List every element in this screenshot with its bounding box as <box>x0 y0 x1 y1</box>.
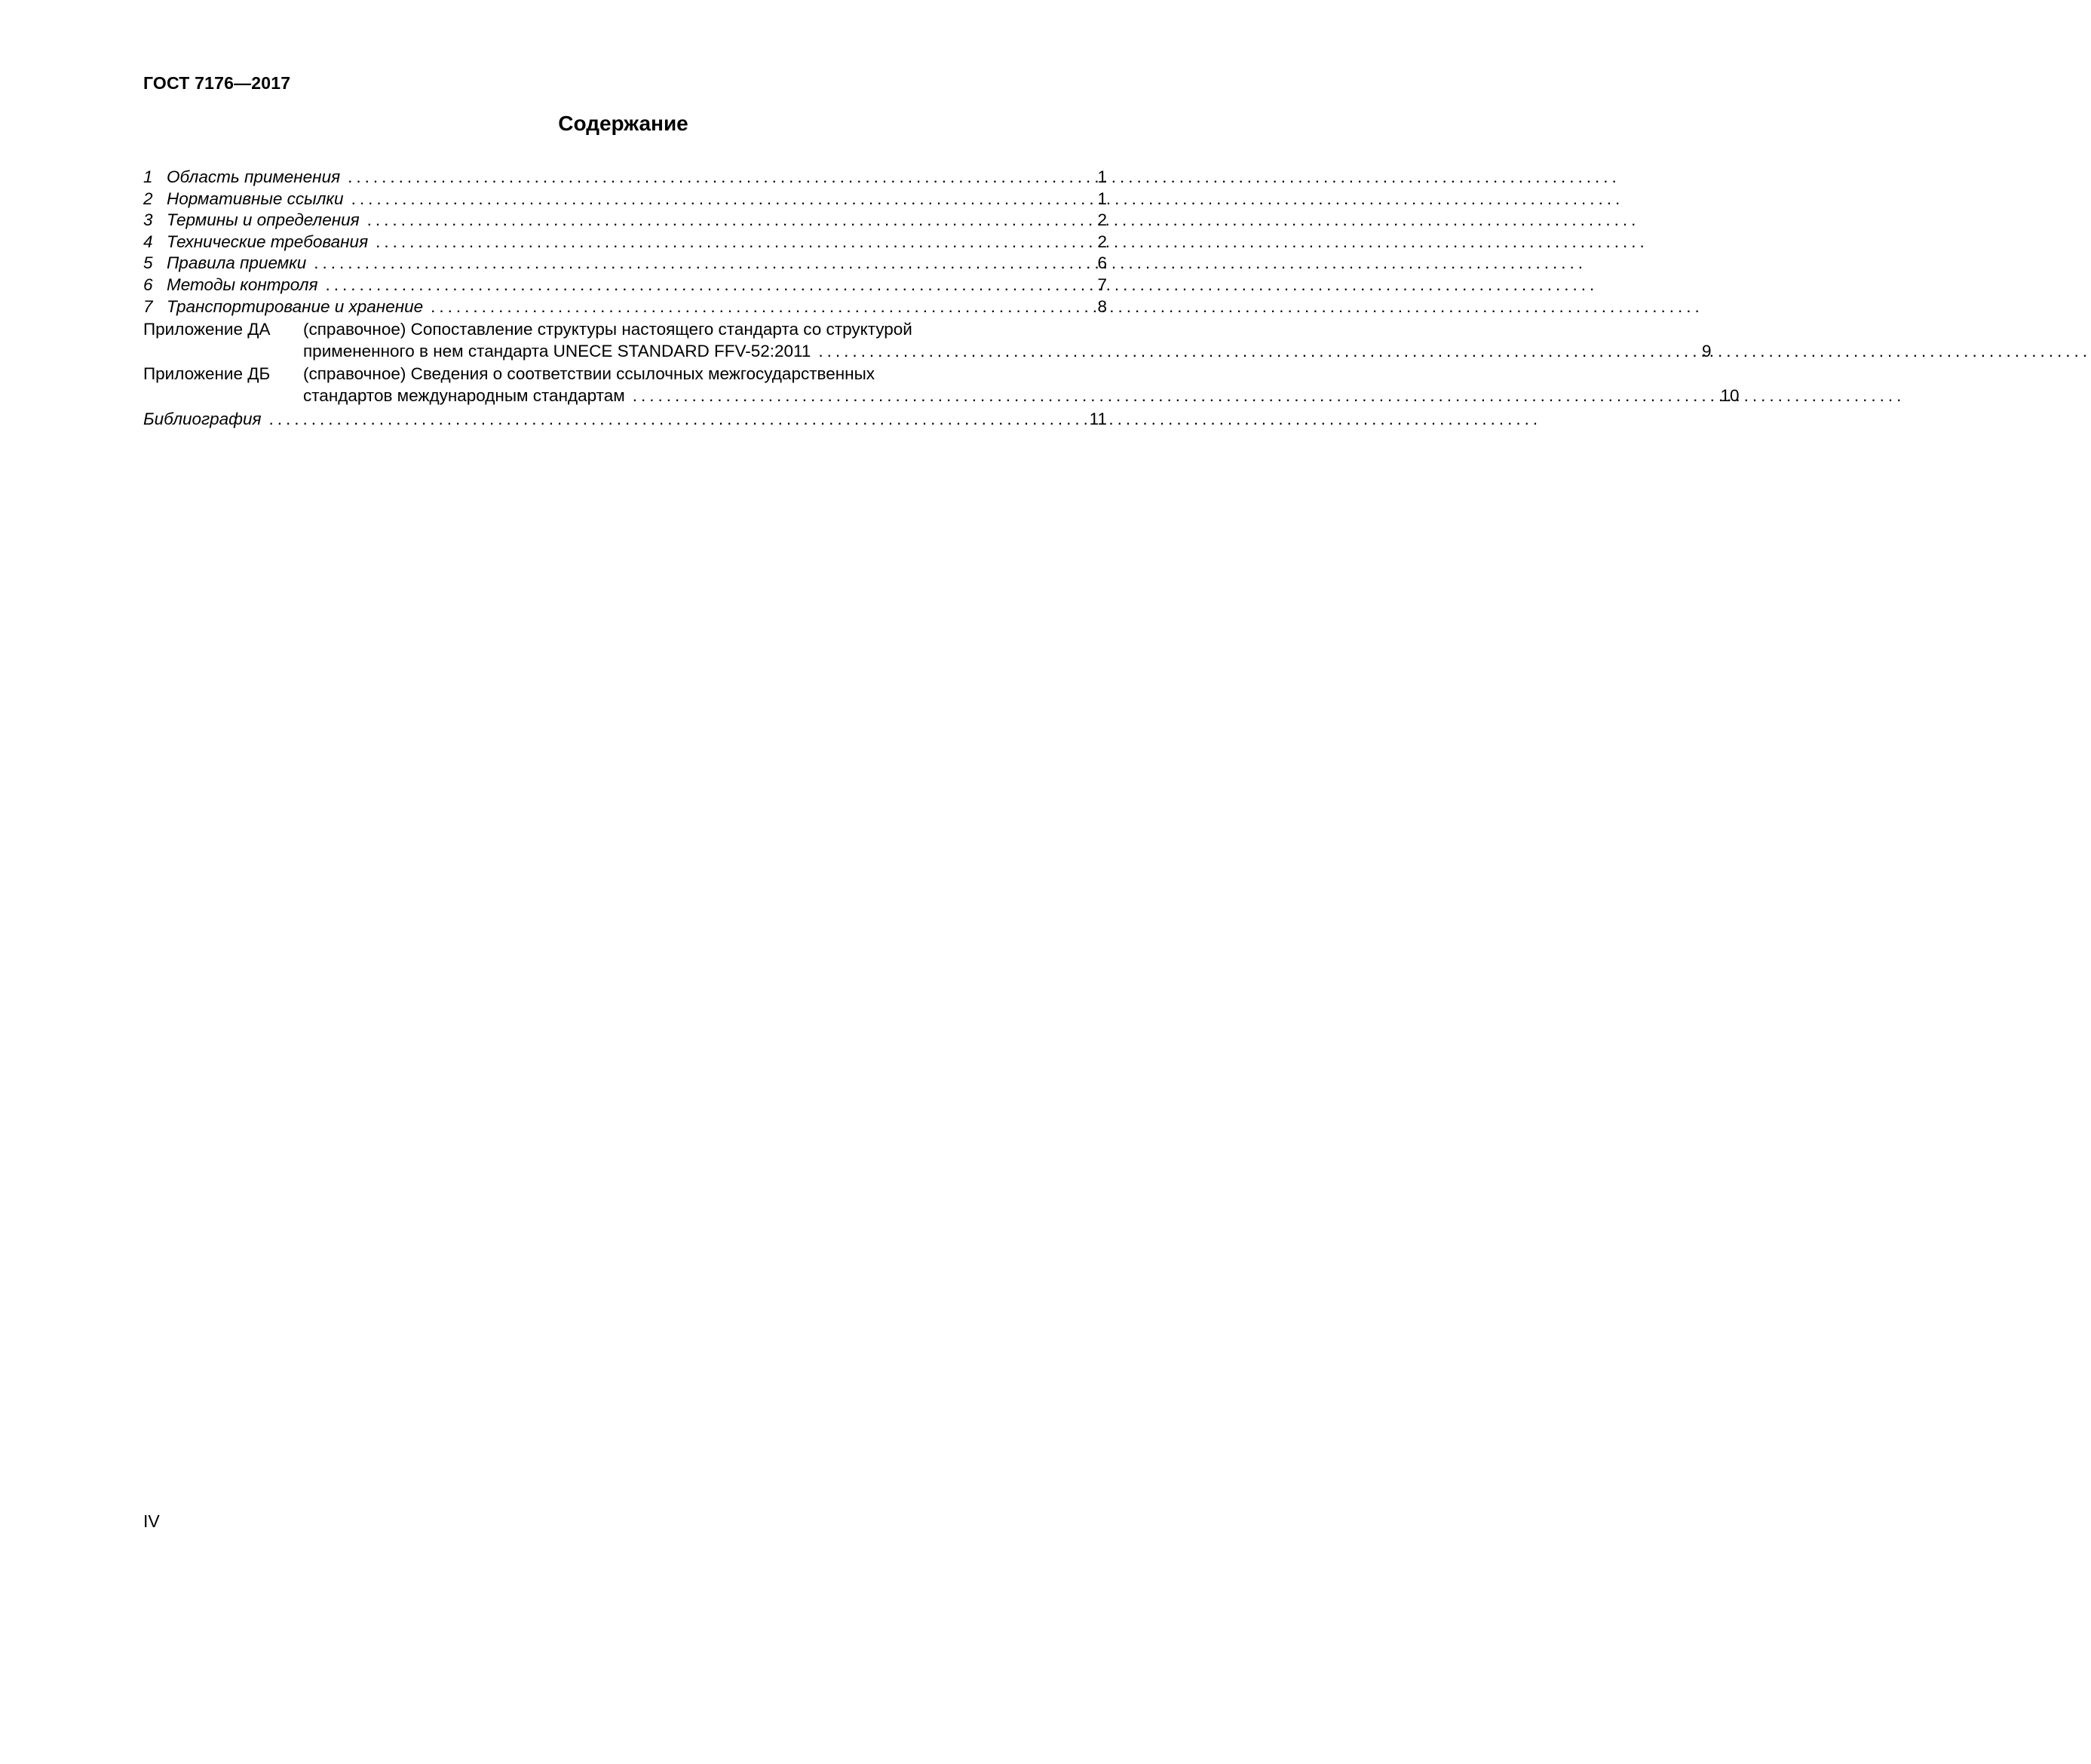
page-footer-roman-numeral: IV <box>143 1511 160 1531</box>
toc-entry <box>143 210 1107 232</box>
dot-leader <box>431 296 1090 318</box>
appendix-text-line: стандартов международным стандартам <box>303 385 625 405</box>
toc-entry-label: Транспортирование и хранение <box>167 296 424 316</box>
page-number: 9 <box>1701 341 1712 360</box>
appendix-label: Приложение ДБ <box>143 364 271 384</box>
page-number: 11 <box>1089 409 1107 428</box>
appendix-text-line: (справочное) Сведения о соответствии ссылочных межгосударственных <box>303 364 875 384</box>
page-number: 2 <box>1097 210 1107 230</box>
toc-entry-label: Область применения <box>167 167 341 186</box>
page-number: 1 <box>1097 189 1107 208</box>
toc-entry-number: 3 <box>143 210 153 230</box>
dot-leader <box>633 385 1715 407</box>
page-number: 6 <box>1097 253 1107 273</box>
appendix-entry <box>143 319 1712 362</box>
table-of-contents <box>143 167 1740 430</box>
toc-entry <box>143 275 1107 296</box>
page-number: 10 <box>1720 385 1740 405</box>
appendix-text-line: (справочное) Сопоставление структуры настоящего стандарта со структурой <box>303 320 912 339</box>
appendix-label: Приложение ДА <box>143 320 271 339</box>
dot-leader <box>367 210 1090 232</box>
toc-entry-label: Нормативные ссылки <box>167 189 344 208</box>
toc-entry-label: Правила приемки <box>167 253 307 273</box>
dot-leader <box>326 275 1090 296</box>
toc-entry-number: 2 <box>143 189 153 208</box>
dot-leader <box>348 167 1090 189</box>
appendix-text-row <box>303 341 1711 363</box>
bibliography-entry <box>143 409 1107 431</box>
page-number: 1 <box>1097 167 1107 186</box>
toc-entry <box>143 253 1107 275</box>
page-number: 8 <box>1097 296 1107 316</box>
toc-entry-label: Технические требования <box>167 232 369 251</box>
toc-entry-number: 5 <box>143 253 153 273</box>
toc-entry <box>143 189 1107 210</box>
appendix-content <box>303 319 1711 362</box>
toc-entry <box>143 296 1107 318</box>
appendix-text-line: примененного в нем стандарта UNECE STANDARD FFV-52:2011 <box>303 341 811 360</box>
dot-leader <box>818 341 1694 363</box>
page-number: 7 <box>1097 275 1107 294</box>
page-title: Содержание <box>558 112 688 135</box>
appendix-entry <box>143 364 1740 406</box>
toc-entry-label: Методы контроля <box>167 275 318 294</box>
dot-leader <box>351 189 1090 210</box>
toc-entry-number: 4 <box>143 232 153 251</box>
toc-entry <box>143 232 1107 253</box>
appendix-text-row <box>303 385 1740 407</box>
toc-entry-number: 6 <box>143 275 153 294</box>
toc-entry-label: Термины и определения <box>167 210 360 230</box>
appendix-content <box>303 364 1740 406</box>
bibliography-label: Библиография <box>143 409 262 428</box>
dot-leader <box>376 232 1090 253</box>
document-header: ГОСТ 7176—2017 <box>143 73 291 93</box>
page-number: 2 <box>1097 232 1107 251</box>
dot-leader <box>314 253 1090 275</box>
toc-entry-number: 1 <box>143 167 153 186</box>
toc-entry-number: 7 <box>143 296 153 316</box>
toc-entry <box>143 167 1107 189</box>
dot-leader <box>269 409 1084 431</box>
